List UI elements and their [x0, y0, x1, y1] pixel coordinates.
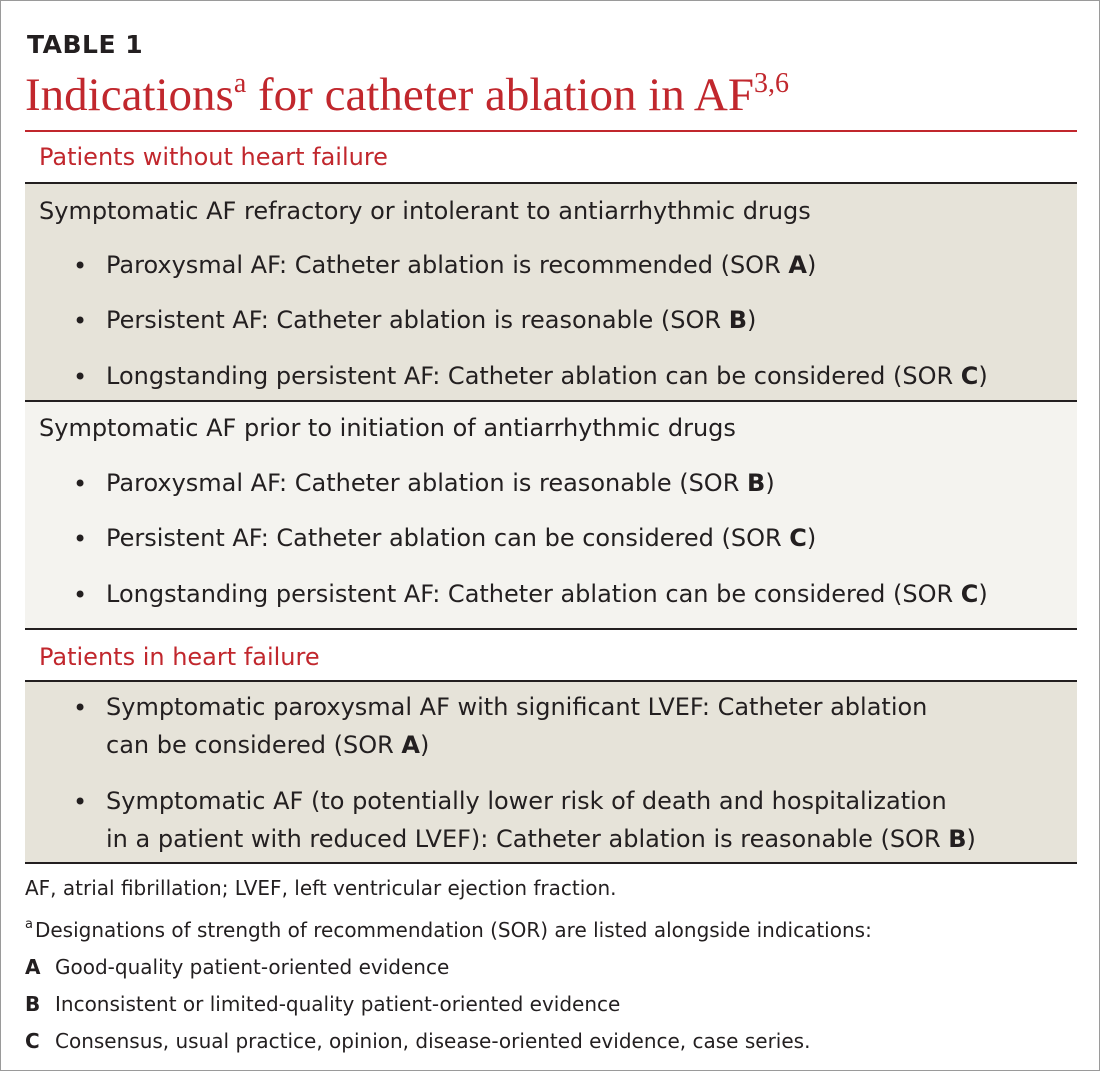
bullet-icon: • — [73, 525, 88, 553]
footnote-grade-b: B Inconsistent or limited-quality patient-oriented evidence — [25, 992, 621, 1016]
footnote-sor-intro: $^a$ Designations of strength of recommendation (SOR) are listed alongside indications: — [25, 917, 872, 942]
section-heading-heart-failure: Patients in heart failure — [39, 643, 320, 671]
group-heading-refractory: Symptomatic AF refractory or intolerant to antiarrhythmic drugs — [39, 197, 811, 225]
table-bottom-rule — [25, 862, 1077, 864]
list-item: Paroxysmal AF: Catheter ablation is reasonable (SOR B) — [106, 469, 775, 497]
list-item: Longstanding persistent AF: Catheter ablation can be considered (SOR C) — [106, 580, 988, 608]
table-title — [25, 67, 789, 130]
bullet-icon: • — [73, 363, 88, 391]
list-item: Symptomatic AF (to potentially lower risk of death and hospitalization — [106, 787, 947, 815]
footnote-grade-c: C Consensus, usual practice, opinion, disease-oriented evidence, case series. — [25, 1029, 811, 1053]
list-item-continuation: in a patient with reduced LVEF): Catheter ablation is reasonable (SOR B) — [106, 825, 976, 853]
list-item: Longstanding persistent AF: Catheter ablation can be considered (SOR C) — [106, 362, 988, 390]
bullet-icon: • — [73, 470, 88, 498]
table-label: TABLE 1 — [27, 30, 144, 59]
list-item: Paroxysmal AF: Catheter ablation is recommended (SOR A) — [106, 251, 817, 279]
bullet-icon: • — [73, 252, 88, 280]
title-references: 3,6 — [754, 68, 789, 99]
footnote-abbreviations: AF, atrial fibrillation; LVEF, left ventricular ejection fraction. — [25, 876, 617, 900]
bullet-icon: • — [73, 581, 88, 609]
title-rest: for catheter ablation in AF — [246, 69, 754, 121]
title-main: Indications — [25, 69, 234, 121]
list-item: Symptomatic paroxysmal AF with significant LVEF: Catheter ablation — [106, 693, 928, 721]
list-item: Persistent AF: Catheter ablation is reasonable (SOR B) — [106, 306, 757, 334]
bullet-icon: • — [73, 307, 88, 335]
title-divider — [25, 130, 1077, 132]
footnote-grade-a: A Good-quality patient-oriented evidence — [25, 955, 450, 979]
list-item: Persistent AF: Catheter ablation can be considered (SOR C) — [106, 524, 817, 552]
list-item-continuation: can be considered (SOR A) — [106, 731, 430, 759]
bullet-icon: • — [73, 788, 88, 816]
section-divider — [25, 628, 1077, 630]
bullet-icon: • — [73, 694, 88, 722]
group-heading-prior: Symptomatic AF prior to initiation of antiarrhythmic drugs — [39, 414, 736, 442]
title-footnote-marker: a — [233, 68, 247, 99]
section-heading-no-heart-failure: Patients without heart failure — [39, 143, 388, 171]
